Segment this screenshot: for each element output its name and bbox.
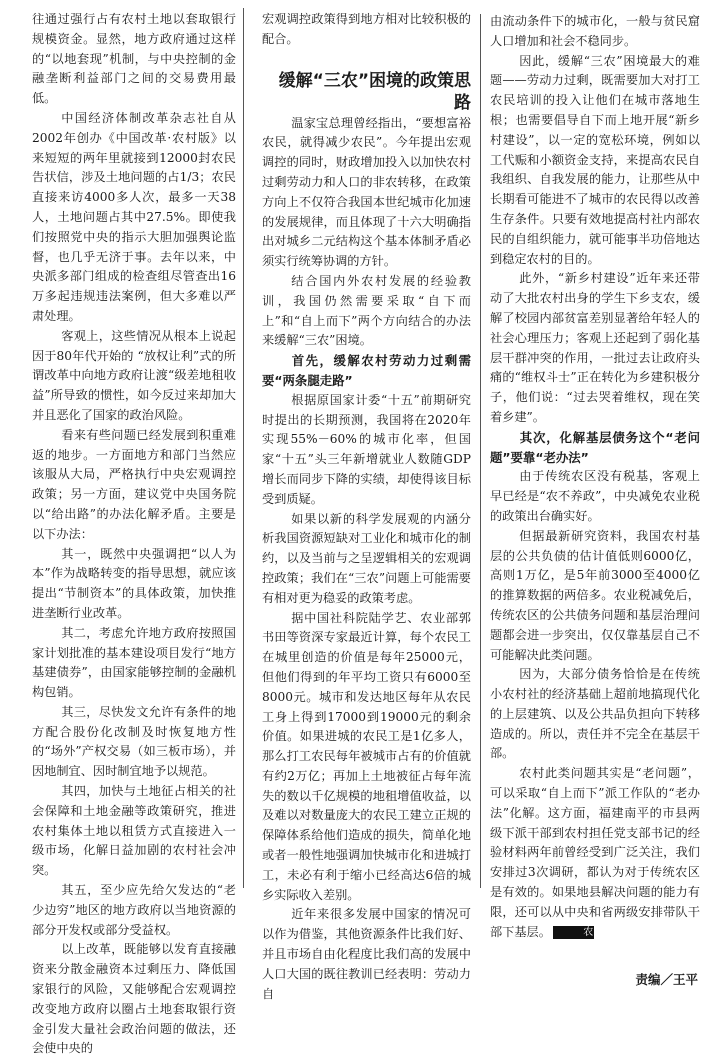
paragraph: 温家宝总理曾经指出，“要想富裕农民，就得减少农民”。今年提出宏观调控的同时，财政增加投入以加快农村过剩劳动力和人口的非农转移，在政策方向上不仅符合我国本世纪城市化加速的发展规律，而且体现了十六大明确指出对城乡二元结构这个基本体制矛盾必须实行统筹协调的方针。	[262, 115, 471, 269]
paragraph: 此外，“新乡村建设”近年来还带动了大批农村出身的学生下乡支农，缓解了校园内部贫富差别显著给年轻人的社会心理压力；客观上还起到了弱化基层干群冲突的作用，一批过去让政府头痛的“维权斗士”正在转化为乡建积极分子，他们说：“过去哭着维权，现在笑着乡建”。	[490, 271, 700, 424]
paragraph: 看来有些问题已经发展到积重难返的地步。一方面地方和部门当然应该服从大局，严格执行中央宏观调控政策；另一方面，建议党中央国务院以“给出路”的办法化解矛盾。主要是以下办法：	[32, 427, 236, 541]
paragraph-text: 农村此类问题其实是“老问题”，可以采取“自上而下”派工作队的“老办法”化解。这方面，福建南平的市县两级下派干部到农村担任党支部书记的经验材料两年前曾经受到广泛关注，我们安排过3次调研，都认为对于传统农区是有效的。如果地县解决问题的能力有限，还可以从中央和省两级安排带队干部下基层。	[490, 766, 700, 939]
section-title: 缓解“三农”困境的政策思路	[278, 70, 471, 113]
paragraph: 往通过强行占有农村土地以套取银行规模资金。显然，地方政府通过这样的“以地套现”机制，与中央控制的金融垄断利益部门之间的交易费用最低。	[32, 12, 236, 106]
paragraph: 客观上，这些情况从根本上说起因于80年代开始的 “放权让利”式的所谓改革中向地方政府让渡“级差地租收益”所导致的惯性，如今反过来却加大并且恶化了国家的政治风险。	[32, 328, 236, 422]
end-mark-icon: 农	[553, 926, 594, 939]
article-column-2	[262, 10, 471, 1004]
paragraph: 因此，缓解“三农”困境最大的难题——劳动力过剩，既需要加大对打工农民培训的投入让他们在城市落地生根；也需要倡导自下而上地开展“新乡村建设”，以一定的宽松环境，例如以工代赈和小额资金支持，来提高农民自我组织、自我发展的能力，让那些从中长期看可能进不了城市的农民得以改善生存条件。只要有效地提高村社内部农民的自组织能力，就可能事半功倍地达到稳定农村的目的。	[490, 53, 700, 266]
paragraph: 宏观调控政策得到地方相对比较积极的配合。	[262, 12, 471, 46]
paragraph: 结合国内外农村发展的经验教训，我国仍然需要采取“自下而上”和“自上而下”两个方向结合的办法来缓解“三农”困境。	[262, 273, 471, 348]
paragraph: 其二，考虑允许地方政府按照国家计划批准的基本建设项目发行“地方基建债券”，由国家能够控制的金融机构包销。	[32, 625, 236, 700]
article-column-1	[32, 10, 236, 1059]
article-column-3	[490, 12, 700, 990]
paragraph: 中国经济体制改革杂志社自从2002年创办《中国改革·农村版》以来短短的两年里就接到12000封农民告状信，涉及土地问题的占1/3；农民直接来访4000多人次，最多一天38人，土地问题占其中27.5%。即使我们按照党中央的指示大胆加强舆论监督，也几乎无济于事。去年以来，中央派多部门组成的检查组尽管查出16万多起违规违法案例，但大多难以严肃处理。	[32, 110, 236, 323]
paragraph: 其三，尽快发文允许有条件的地方配合股份化改制及时恢复地方性的“场外”产权交易（如三板市场），并因地制宜、因时制宜地予以规范。	[32, 704, 236, 779]
paragraph: 由于传统农区没有税基，客观上早已经是“农不养政”，中央减免农业税的政策出台确实好。	[490, 469, 700, 523]
paragraph: 其四，加快与土地征占相关的社会保障和土地金融等政策研究，推进农村集体土地以租赁方式直接进入一级市场，化解日益加剧的农村社会冲突。	[32, 784, 236, 878]
column-divider	[480, 14, 481, 888]
paragraph: 但据最新研究资料，我国农村基层的公共负债的估计值低则6000亿，高则1万亿，是5年前3000至4000亿的推算数据的两倍多。农业税减免后，传统农区的公共债务问题和基层治理问题都会进一步突出，仅仅靠基层自己不可能解决此类问题。	[490, 528, 700, 662]
editor-credit: 责编／王平	[635, 972, 698, 988]
paragraph: 根据原国家计委“十五”前期研究时提出的长期预测，我国将在2020年实现55%－60%的城市化率，但国家“十五”头三年新增就业人数随GDP增长而同步下降的实绩，却使得该目标受到质疑。	[262, 392, 471, 506]
paragraph: 如果以新的科学发展观的内涵分析我国资源短缺对工业化和城市化的制约，以及当前与之呈逻辑相关的宏观调控政策；我们在“三农”问题上可能需要有相对更为稳妥的政策考虑。	[262, 511, 471, 605]
paragraph: 因为，大部分债务恰恰是在传统小农村社的经济基础上超前地搞现代化的上层建筑、以及公共品负担向下转移造成的。所以，责任并不完全在基层干部。	[490, 667, 700, 761]
subheading: 其次，化解基层债务这个“老问题”要靠“老办法”	[490, 429, 700, 465]
subheading: 首先，缓解农村劳动力过剩需要“两条腿走路”	[262, 353, 471, 388]
paragraph: 由流动条件下的城市化，一般与贫民窟人口增加和社会不稳同步。	[490, 14, 700, 48]
paragraph: 其五，至少应先给欠发达的“老少边穷”地区的地方政府以当地资源的部分开发权或部分受益权。	[32, 883, 236, 937]
paragraph: 据中国社科院陆学艺、农业部郭书田等资深专家最近计算，每个农民工在城里创造的价值是每年25000元，但他们得到的年平均工资只有6000至8000元。城市和发达地区每年从农民工身上得到17000到19000元的剩余价值。如果进城的农民工是1亿多人，那么打工农民每年被城市占有的价值就有约2万亿；再加上土地被征占每年流失的数以千亿规模的地租增值收益，以及难以对数量庞大的农民工建立正规的保障体系给他们造成的损失，简单化地或者一般性地强调加快城市化和进城打工，未必有利于缩小已经高达6倍的城乡实际收入差别。	[262, 610, 471, 902]
paragraph: 其一，既然中央强调把“以人为本”作为战略转变的指导思想，就应该提出“节制资本”的具体政策，加快推进垄断行业改革。	[32, 546, 236, 620]
paragraph: 近年来很多发展中国家的情况可以作为借鉴，其他资源条件比我们好、并且市场自由化程度比我们高的发展中人口大国的既往教训已经表明：劳动力自	[262, 907, 471, 1001]
paragraph: 以上改革，既能够以发育直接融资来分散金融资本过剩压力、降低国家银行的风险，又能够配合宏观调控改变地方政府以圈占土地套取银行资金引发大量社会政治问题的做法，还会使中央的	[32, 942, 236, 1056]
column-divider	[243, 8, 244, 888]
paragraph	[490, 764, 700, 942]
